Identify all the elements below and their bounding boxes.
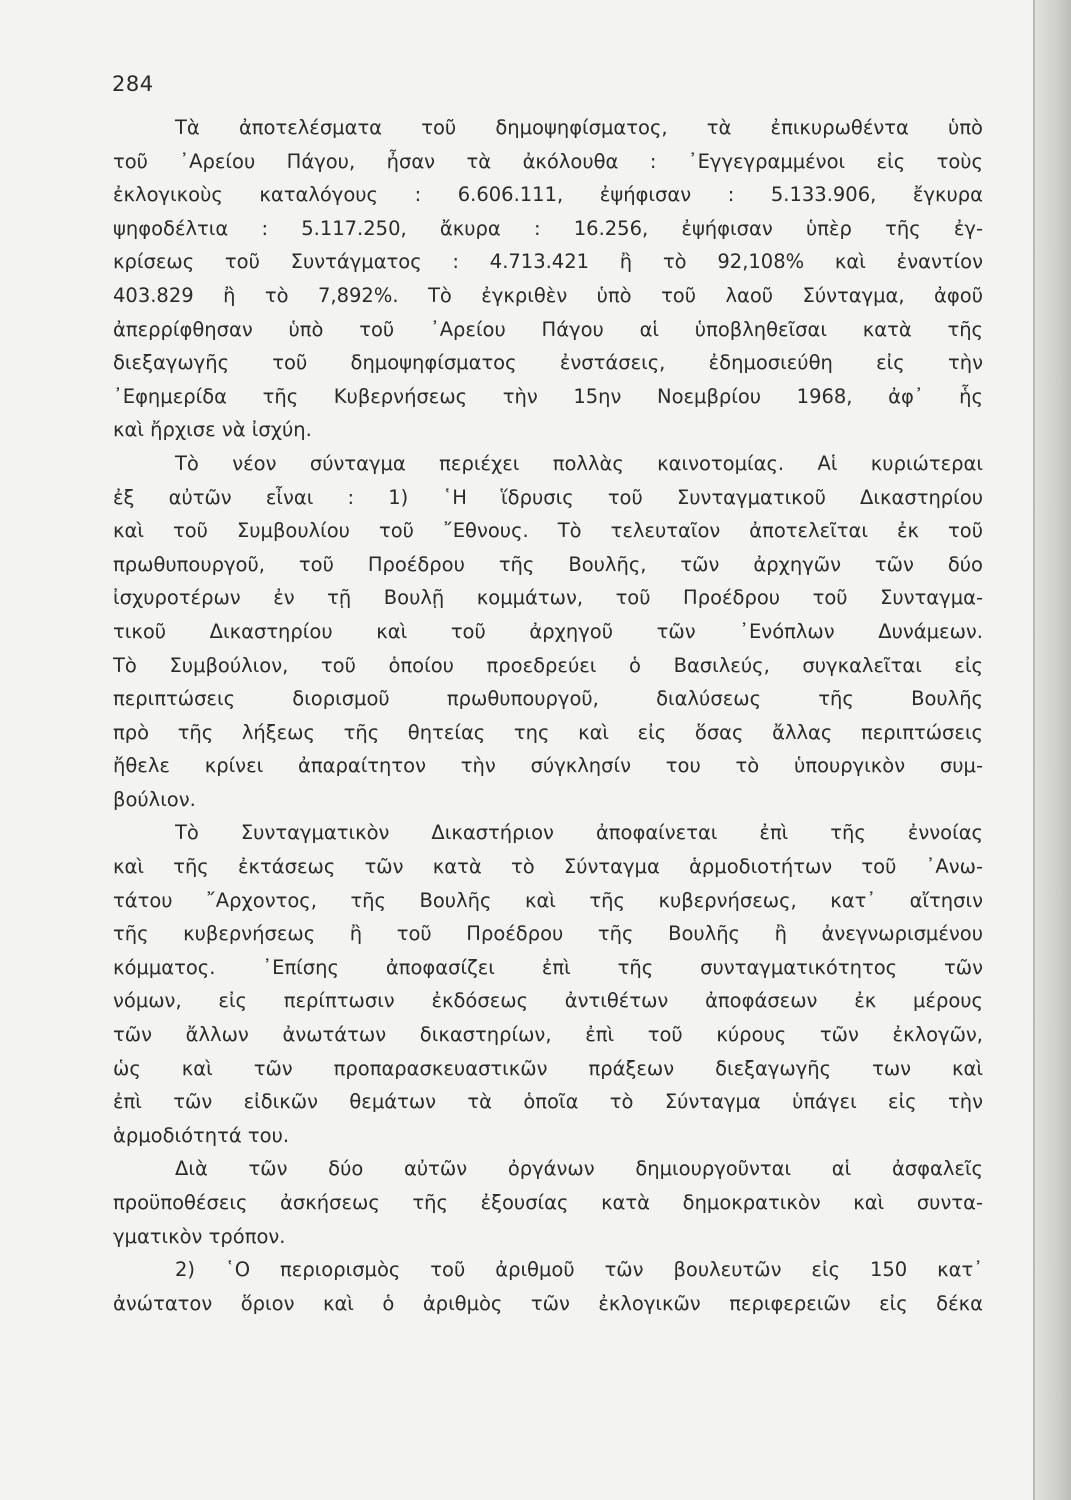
text-line: ψηφοδέλτια : 5.117.250, ἄκυρα : 16.256, ἐψήφισαν ὑπὲρ τῆς ἐγ- [113,216,983,240]
text-line: γματικὸν τρόπον. [113,1224,286,1248]
text-line: ἐπὶ τῶν εἰδικῶν θεμάτων τὰ ὁποῖα τὸ Σύνταγμα ὑπάγει εἰς τὴν [113,1090,983,1114]
text-line: πρωθυπουργοῦ, τοῦ Προέδρου τῆς Βουλῆς, τῶν ἀρχηγῶν τῶν δύο [113,552,983,576]
text-line: ἀνώτατον ὅριον καὶ ὁ ἀριθμὸς τῶν ἐκλογικῶν περιφερειῶν εἰς δέκα [113,1291,983,1315]
text-line: 2) ῾Ο περιορισμὸς τοῦ ἀριθμοῦ τῶν βουλευτῶν εἰς 150 κατ᾿ [175,1258,983,1282]
page-number: 284 [112,72,154,96]
text-line: Διὰ τῶν δύο αὐτῶν ὀργάνων δημιουργοῦνται αἱ ἀσφαλεῖς [175,1157,983,1181]
text-line: καὶ ἤρχισε νὰ ἰσχύη. [113,418,312,442]
text-line: Τὸ Συνταγματικὸν Δικαστήριον ἀποφαίνεται ἐπὶ τῆς ἐννοίας [175,821,983,845]
text-line: διεξαγωγῆς τοῦ δημοψηφίσματος ἐνστάσεις, ἐδημοσιεύθη εἰς τὴν [113,351,983,375]
text-line: Τὸ Συμβούλιον, τοῦ ὁποίου προεδρεύει ὁ Βασιλεύς, συγκαλεῖται εἰς [113,653,983,677]
text-line: νόμων, εἰς περίπτωσιν ἐκδόσεως ἀντιθέτων ἀποφάσεων ἐκ μέρους [113,989,983,1013]
text-line: τῆς κυβερνήσεως ἢ τοῦ Προέδρου τῆς Βουλῆς ἢ ἀνεγνωρισμένου [113,922,983,946]
text-line: πρὸ τῆς λήξεως τῆς θητείας της καὶ εἰς ὅσας ἄλλας περιπτώσεις [113,720,983,744]
text-line: ἀπερρίφθησαν ὑπὸ τοῦ ᾿Αρείου Πάγου αἱ ὑποβληθεῖσαι κατὰ τῆς [113,317,983,341]
text-line: ἰσχυροτέρων ἐν τῇ Βουλῇ κομμάτων, τοῦ Προέδρου τοῦ Συνταγμα- [113,586,983,610]
text-line: καὶ τοῦ Συμβουλίου τοῦ ῎Εθνους. Τὸ τελευταῖον ἀποτελεῖται ἐκ τοῦ [113,519,983,543]
text-line: 403.829 ἢ τὸ 7,892%. Τὸ ἐγκριθὲν ὑπὸ τοῦ λαοῦ Σύνταγμα, ἀφοῦ [113,283,983,307]
text-line: καὶ τῆς ἐκτάσεως τῶν κατὰ τὸ Σύνταγμα ἁρμοδιοτήτων τοῦ ᾿Ανω- [113,855,983,879]
text-line: τικοῦ Δικαστηρίου καὶ τοῦ ἀρχηγοῦ τῶν ᾿Ενόπλων Δυνάμεων. [113,619,983,643]
text-line: προϋποθέσεις ἀσκήσεως τῆς ἐξουσίας κατὰ δημοκρατικὸν καὶ συντα- [113,1191,983,1214]
text-line: τάτου ῎Αρχοντος, τῆς Βουλῆς καὶ τῆς κυβερνήσεως, κατ᾿ αἴτησιν [113,888,983,912]
text-line: κρίσεως τοῦ Συντάγματος : 4.713.421 ἢ τὸ 92,108% καὶ ἐναντίον [113,250,983,274]
page-edge [1033,0,1071,1500]
text-line: τοῦ ᾿Αρείου Πάγου, ἦσαν τὰ ἀκόλουθα : ᾿Εγγεγραμμένοι εἰς τοὺς [113,149,983,173]
text-line: ἤθελε κρίνει ἀπαραίτητον τὴν σύγκλησίν του τὸ ὑπουργικὸν συμ- [113,754,983,778]
page-edge-line [1033,0,1035,1500]
text-line: περιπτώσεις διορισμοῦ πρωθυπουργοῦ, διαλύσεως τῆς Βουλῆς [113,687,983,711]
text-line: βούλιον. [113,787,196,811]
text-line: ἐξ αὐτῶν εἶναι : 1) ῾Η ἵδρυσις τοῦ Συνταγματικοῦ Δικαστηρίου [113,485,983,509]
text-line: ὡς καὶ τῶν προπαρασκευαστικῶν πράξεων διεξαγωγῆς των καὶ [113,1056,983,1080]
text-line: κόμματος. ᾿Επίσης ἀποφασίζει ἐπὶ τῆς συνταγματικότητος τῶν [113,955,983,979]
text-line: ᾿Εφημερίδα τῆς Κυβερνήσεως τὴν 15ην Νοεμβρίου 1968, ἀφ᾿ ἧς [113,384,983,408]
text-line: Τὸ νέον σύνταγμα περιέχει πολλὰς καινοτομίας. Αἱ κυριώτεραι [175,451,983,475]
text-line: Τὰ ἀποτελέσματα τοῦ δημοψηφίσματος, τὰ ἐπικυρωθέντα ὑπὸ [175,116,983,139]
text-line: ἁρμοδιότητά του. [113,1123,290,1147]
body-text [113,111,983,1320]
text-line: ἐκλογικοὺς καταλόγους : 6.606.111, ἐψήφισαν : 5.133.906, ἔγκυρα [113,183,983,207]
text-line: τῶν ἄλλων ἀνωτάτων δικαστηρίων, ἐπὶ τοῦ κύρους τῶν ἐκλογῶν, [113,1023,983,1047]
